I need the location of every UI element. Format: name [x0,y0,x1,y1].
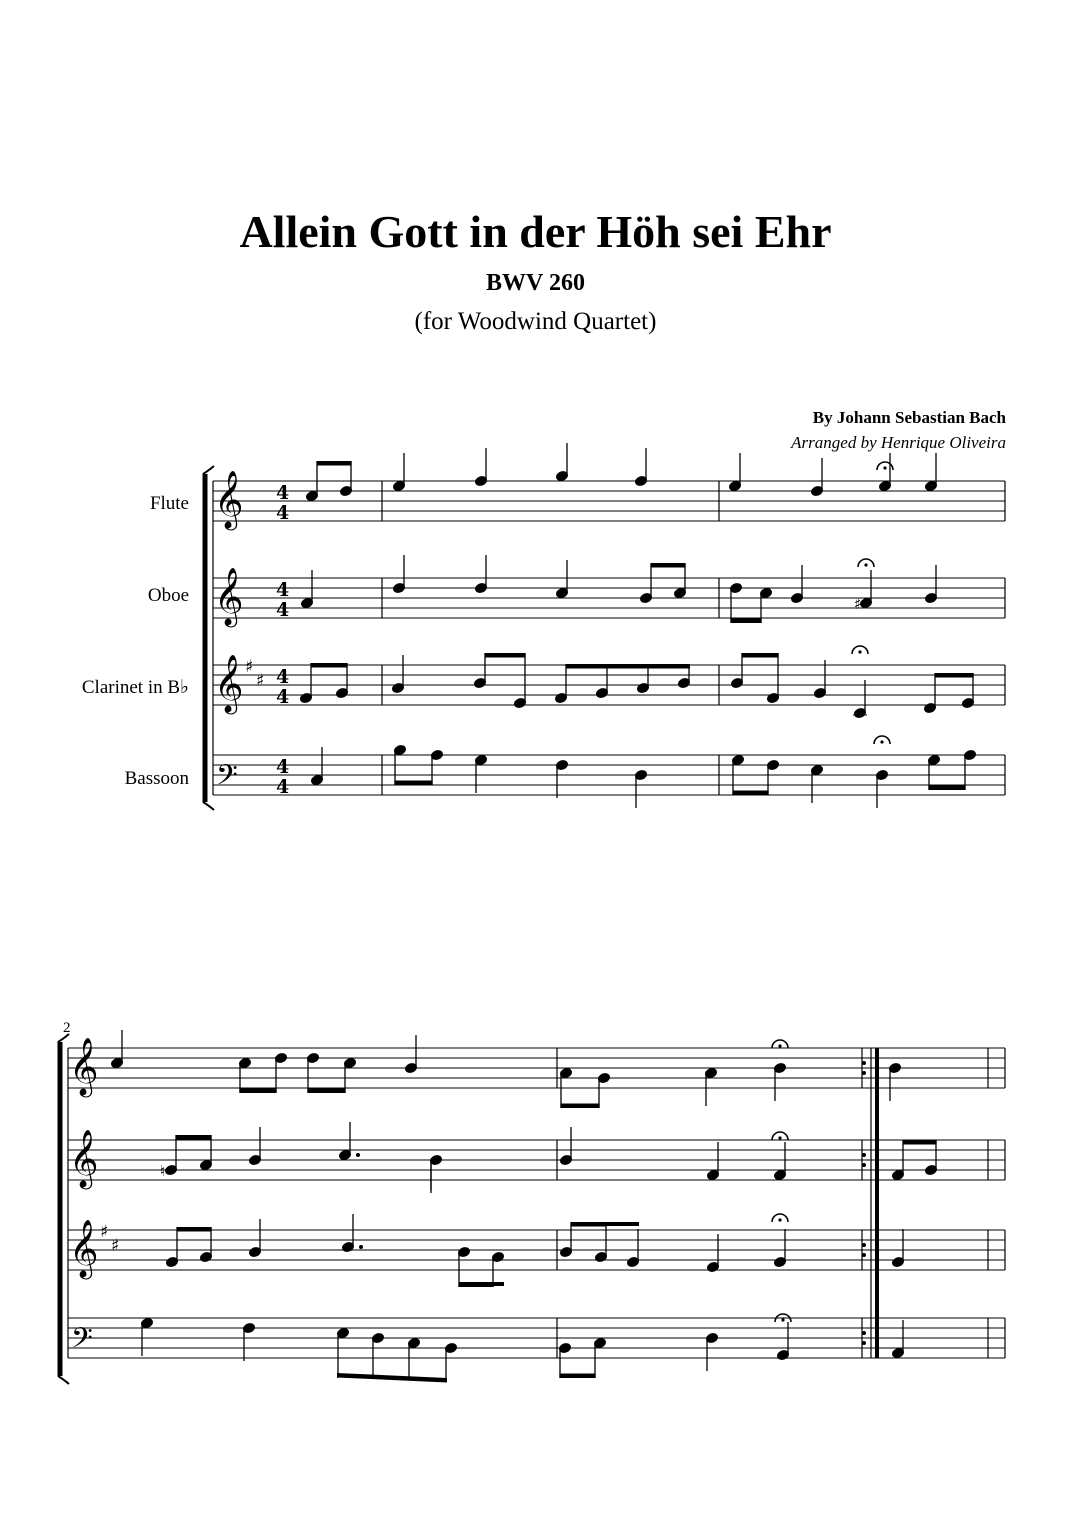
beam [559,1374,595,1379]
beam [485,653,526,658]
staff-lines-clarinet-2 [68,1230,1005,1270]
staff-lines-clarinet [213,665,1005,705]
composer-credit: By Johann Sebastian Bach [812,408,1006,427]
beam [730,619,761,624]
arranger-credit: Arranged by Henrique Oliveira [791,433,1006,452]
svg-text:4: 4 [276,686,290,708]
beam [742,653,779,658]
system-1 [203,466,1005,810]
treble-clef-icon: 𝄞 [69,1129,99,1187]
svg-text:4: 4 [276,599,290,621]
beam [571,1222,607,1227]
beam [239,1089,276,1094]
staff-lines-flute-2 [68,1048,1005,1088]
system-measure-number: 2 [63,1020,71,1036]
instrument-label-clarinet: Clarinet in B♭ [81,677,189,698]
svg-text:4: 4 [276,482,290,504]
beam [337,1373,447,1383]
svg-text:♮: ♮ [160,1162,166,1180]
svg-text:4: 4 [276,756,290,778]
piece-subsubtitle: (for Woodwind Quartet) [414,308,657,335]
beam [311,663,348,668]
svg-text:4: 4 [276,776,290,798]
barlines-system-1 [382,481,1005,795]
instrument-label-flute: Flute [149,493,189,514]
instrument-label-oboe: Oboe [147,585,189,606]
svg-text:4: 4 [276,666,290,688]
beam [307,1089,345,1094]
treble-clef-icon: 𝄞 [69,1037,99,1095]
svg-text:4: 4 [276,502,290,524]
beam [394,781,432,786]
svg-text:♯: ♯ [854,595,862,613]
svg-text:4: 4 [276,579,290,601]
beam [928,786,965,791]
beam [651,563,686,568]
beam [317,461,352,466]
treble-clef-icon: 𝄞 [214,654,244,712]
time-signatures [276,482,289,798]
sharp-icon: ♯ [100,1222,109,1242]
piece-subtitle: BWV 260 [486,270,585,296]
beam [732,791,768,796]
treble-clef-icon: 𝄞 [214,567,244,625]
staff-lines-oboe-2 [68,1140,1005,1180]
repeat-dots [862,1061,866,1345]
beam [176,1135,212,1140]
piece-title: Allein Gott in der Höh sei Ehr [239,206,832,257]
sharp-icon: ♯ [245,657,254,677]
beam [903,1140,937,1145]
sharp-icon: ♯ [111,1236,120,1256]
treble-clef-icon: 𝄞 [69,1219,99,1277]
beam [177,1227,212,1232]
treble-clef-icon: 𝄞 [214,470,244,528]
bass-clef-icon: 𝄢 [71,1322,93,1362]
staff-lines-bassoon-2 [68,1318,1005,1358]
beam [560,1104,599,1109]
beam [566,664,690,669]
bass-clef-icon: 𝄢 [216,759,238,799]
instrument-label-bassoon: Bassoon [124,768,189,789]
barlines-system-2 [557,1048,1005,1358]
beam [935,673,974,678]
staff-lines-oboe [213,578,1005,618]
sharp-icon: ♯ [256,671,265,691]
